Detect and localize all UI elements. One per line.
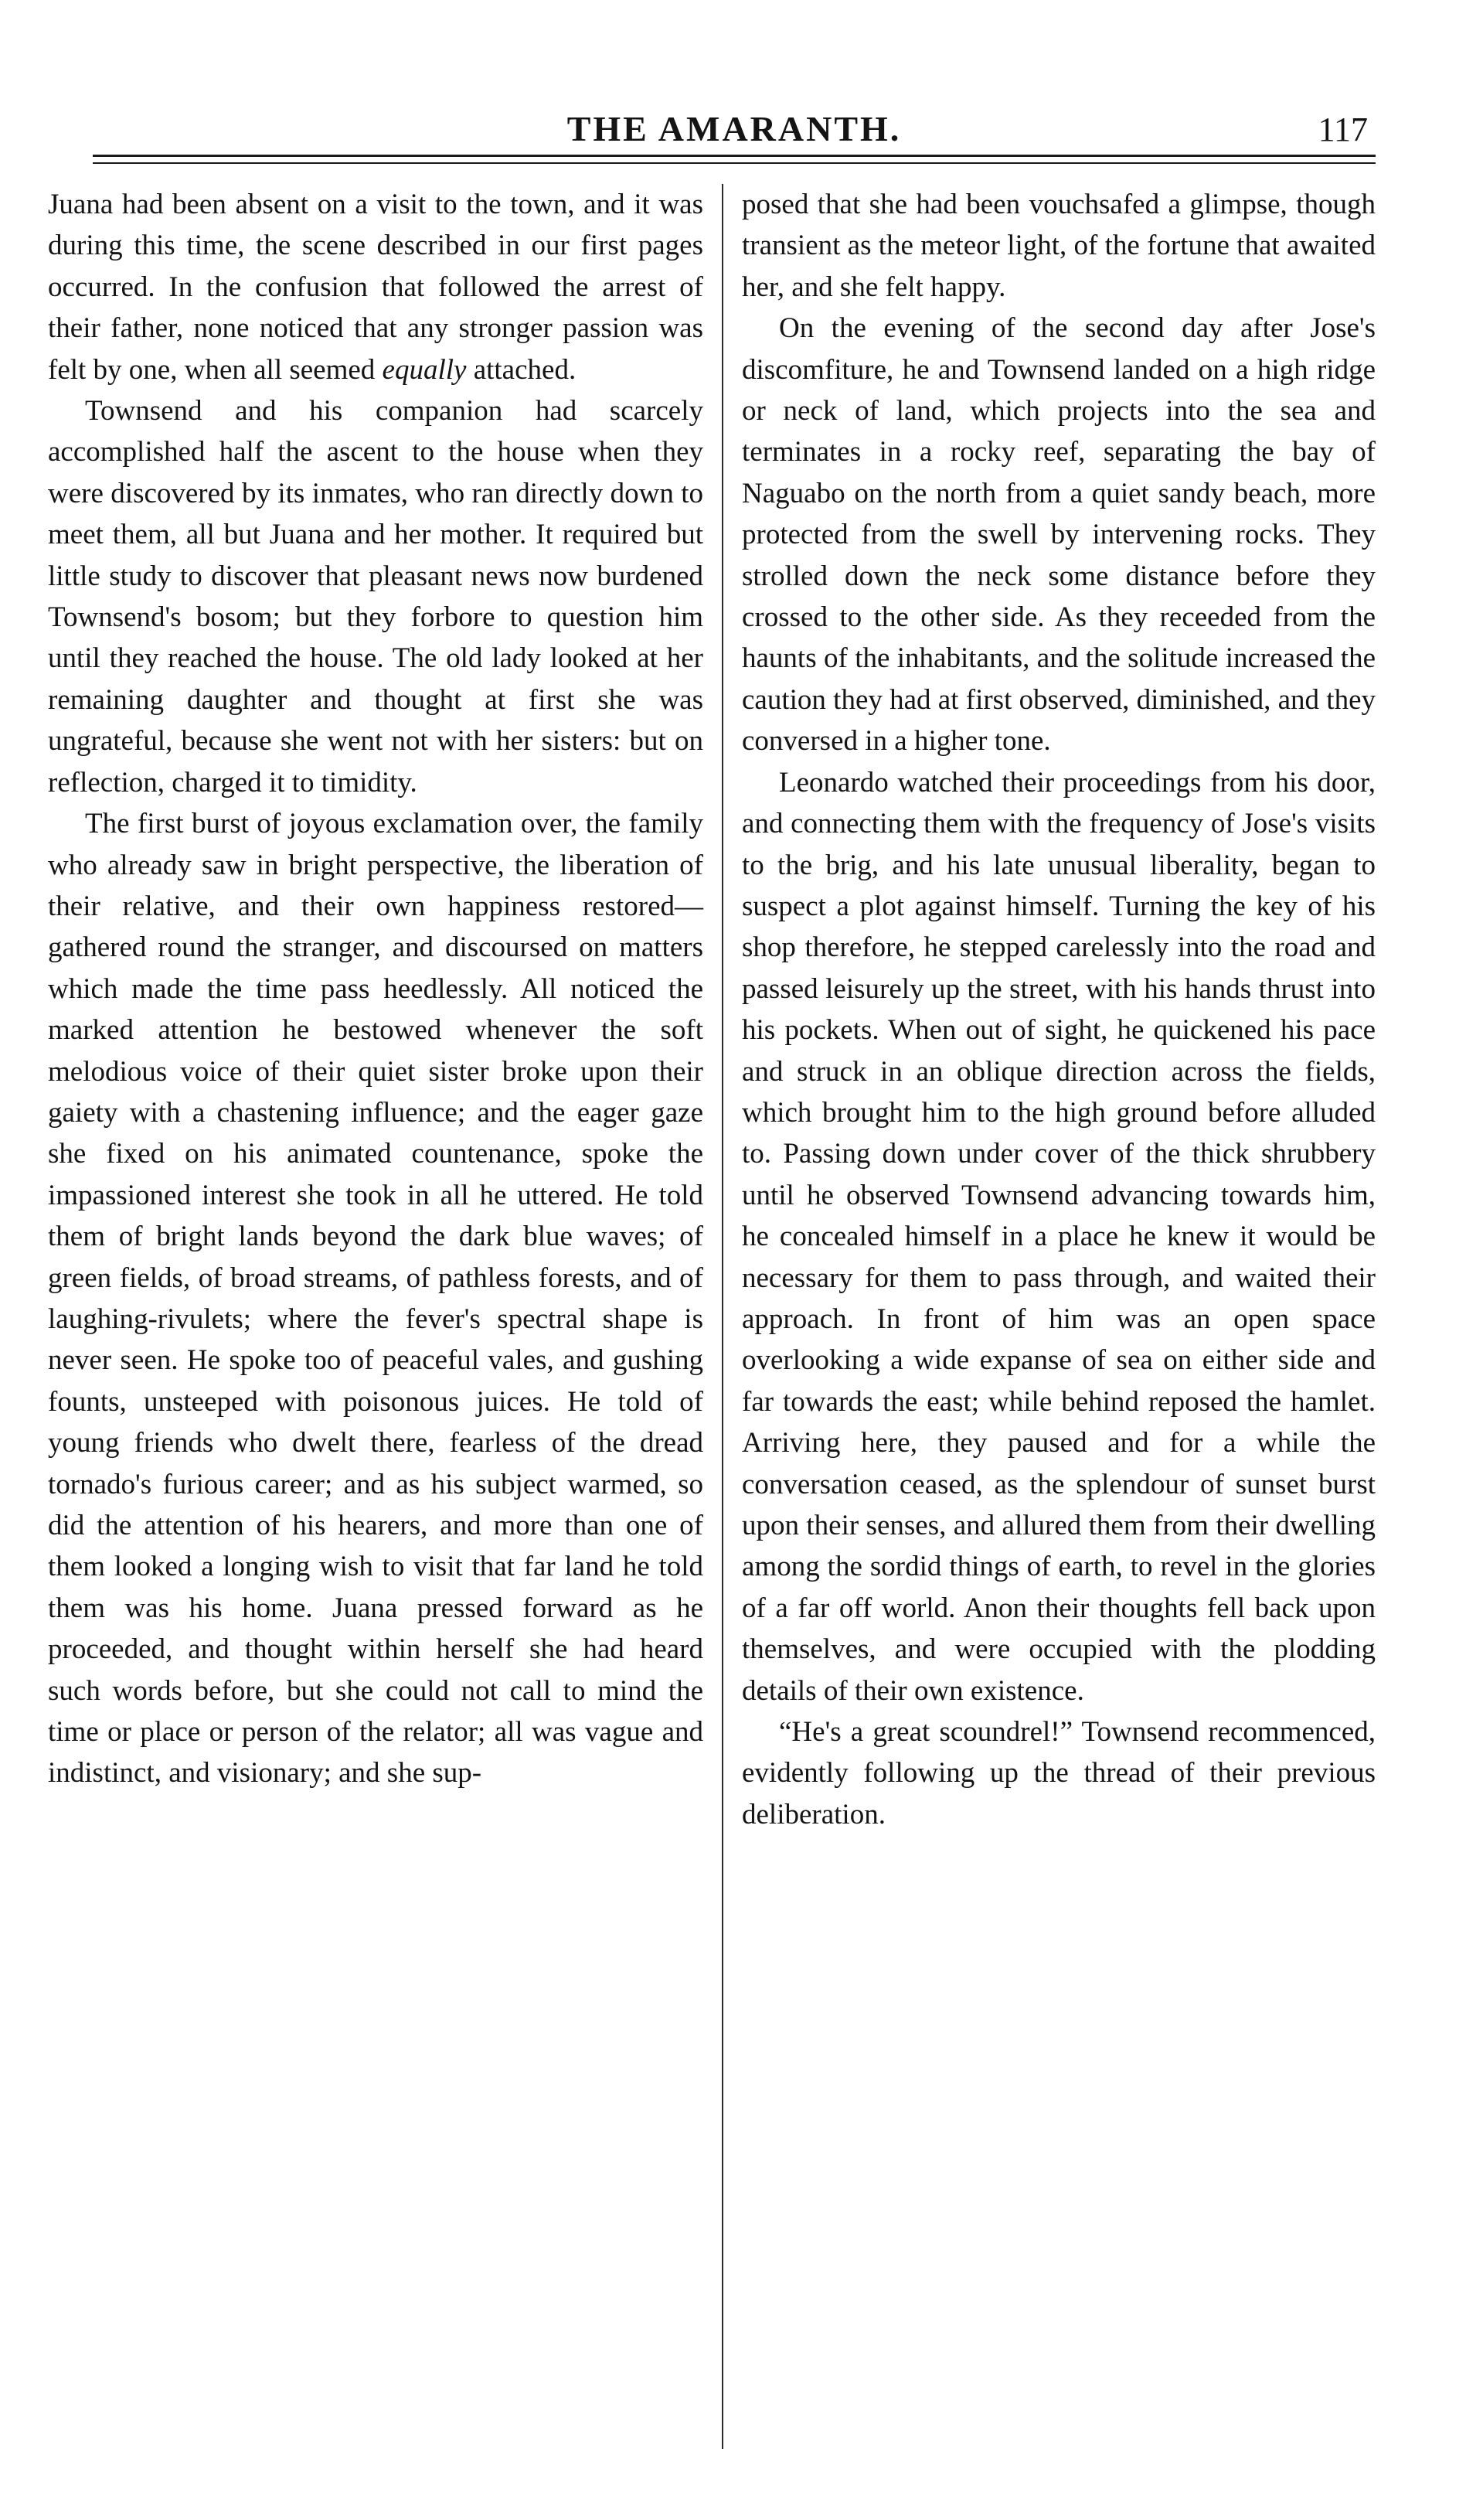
paragraph-text: Juana had been absent on a visit to the town, and it was during this time, the scene described in our first pages occurred. In the confusion that followed the arrest of their father, none noticed that any stronger passion was felt by one, when all seemed <box>48 189 703 386</box>
emphasized-word: equally <box>382 353 467 386</box>
paragraph: Leonardo watched their proceedings from his door, and connecting them with the frequency of Jose's visits to the brig, and his late unusual liberality, began to suspect a plot against himself. Turning the key of his shop therefore, he stepped carelessly into the road and passed leisurely up the street, with his hands thrust into his pockets. When out of sight, he quickened his pace and struck in an oblique direction across the fields, which brought him to the high ground before alluded to. Passing down under cover of the thick shrubbery until he observed Townsend advancing towards him, he concealed himself in a place he knew it would be necessary for them to pass through, and waited their approach. In front of him was an open space overlooking a wide expanse of sea on either side and far towards the east; while behind reposed the hamlet. Arriving here, they paused and for a while the conversation ceased, as the splendour of sunset burst upon their senses, and allured them from their dwelling among the sordid things of earth, to revel in the glories of a far off world. Anon their thoughts fell back upon themselves, and were occupied with the plodding details of their own existence. <box>742 766 1376 1707</box>
right-column <box>742 184 1376 1835</box>
header-rule-thin <box>93 162 1376 164</box>
left-column <box>48 184 703 1794</box>
paragraph: Townsend and his companion had scarcely accomplished half the ascent to the house when they were discovered by its inmates, who ran directly down to meet them, all but Juana and her mother. It required but little study to discover that pleasant news now burdened Townsend's bosom; but they forbore to question him until they reached the house. The old lady looked at her remaining daughter and thought at first she was ungrateful, because she went not with her sisters: but on reflection, charged it to timidity. <box>48 395 703 799</box>
paragraph: On the evening of the second day after Jose's discomfiture, he and Townsend landed on a high ridge or neck of land, which projects into the sea and terminates in a rocky reef, separating the bay of Naguabo on the north from a quiet sandy beach, more protected from the swell by intervening rocks. They strolled down the neck some distance before they crossed to the other side. As they receeded from the haunts of the inhabitants, and the solitude increased the caution they had at first observed, diminished, and they conversed in a higher tone. <box>742 312 1376 758</box>
paragraph: “He's a great scoundrel!” Townsend recommenced, evidently following up the thread of their previous deliberation. <box>742 1716 1376 1830</box>
paragraph: posed that she had been vouchsafed a glimpse, though transient as the meteor light, of the fortune that awaited her, and she felt happy. <box>742 189 1376 303</box>
running-title: THE AMARANTH. <box>566 109 902 148</box>
header-rule-thick <box>93 155 1376 157</box>
paragraph: The first burst of joyous exclamation over, the family who already saw in bright perspective, the liberation of their relative, and their own happiness restored—gathered round the stranger, and discoursed on matters which made the time pass heedlessly. All noticed the marked attention he bestowed whenever the soft melodious voice of their quiet sister broke upon their gaiety with a chastening influence; and the eager gaze she fixed on his animated countenance, spoke the impassioned interest she took in all he uttered. He told them of bright lands beyond the dark blue waves; of green fields, of broad streams, of pathless forests, and of laughing-rivulets; where the fever's spectral shape is never seen. He spoke too of peaceful vales, and gushing founts, unsteeped with poisonous juices. He told of young friends who dwelt there, fearless of the dread tornado's furious career; and as his subject warmed, so did the attention of his hearers, and more than one of them looked a longing wish to visit that far land he told them was his home. Juana pressed forward as he proceeded, and thought within herself she had heard such words before, but she could not call to mind the time or place or person of the relator; all was vague and indistinct, and visionary; and she sup- <box>48 808 703 1790</box>
column-divider <box>722 184 723 2449</box>
page-number: 117 <box>1318 111 1368 148</box>
paragraph-text-end: attached. <box>473 353 577 386</box>
paragraph <box>48 184 703 390</box>
